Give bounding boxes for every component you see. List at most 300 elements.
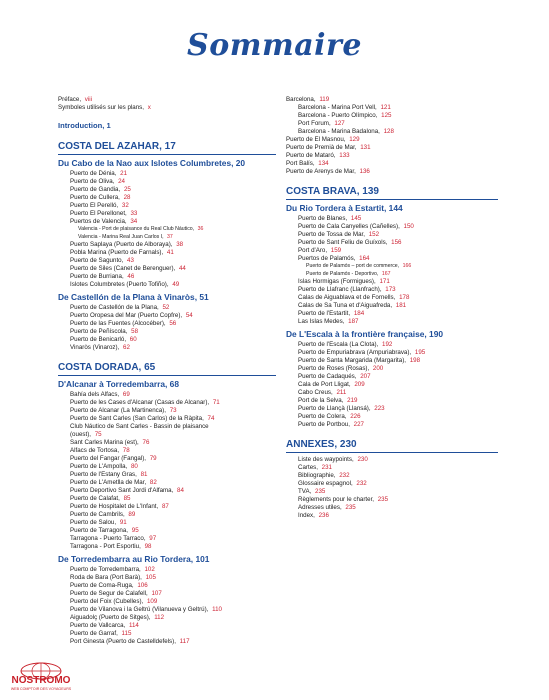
section-heading[interactable]: Du Rio Tordera à Estartit, 144 [286,203,403,213]
toc-entry[interactable] [58,344,276,352]
toc-entry[interactable] [58,463,276,471]
toc-entry[interactable] [286,389,498,397]
toc-page-number: 131 [360,144,371,151]
toc-page-number: 167 [381,270,391,277]
toc-entry-label: Alfacs de Tortosa, [70,447,121,455]
toc-left-column [58,96,276,646]
toc-page-number: 200 [372,365,384,373]
toc-entry[interactable] [286,496,498,504]
toc-page-number: 187 [348,318,359,326]
toc-entry-label: Port de la Selva, [298,397,346,405]
toc-page-number: 231 [321,464,332,472]
toc-page-number: 21 [120,170,128,177]
toc-entry[interactable] [58,312,276,320]
toc-entry-label: Puerto de Coma-Ruga, [70,582,136,590]
toc-page-number: 80 [130,463,138,471]
toc-entry-label: Puerto de Peñíscola, [70,328,130,336]
toc-page-number: 71 [212,399,220,407]
toc-entry-label: Puerto de Segur de Calafell, [70,590,150,598]
toc-page-number: 105 [145,574,156,582]
toc-page-number: 89 [128,511,136,519]
toc-entry-label: Cartes, [298,464,320,472]
toc-page-number: 44 [178,265,186,273]
toc-page-number: 171 [379,278,390,286]
toc-page-number: 81 [140,471,148,479]
toc-entry-label: Puerto de Burriana, [70,273,126,281]
toc-entry-label: Puerto Oropesa del Mar (Puerto Copfre), [70,312,184,320]
toc-entry[interactable] [58,527,276,535]
toc-page-number: 178 [399,294,410,302]
toc-entry[interactable] [286,215,498,223]
toc-page-number: 114 [128,622,139,630]
toc-entry[interactable] [58,606,276,614]
toc-entry-label: Puerto de Premià de Mar, [286,144,359,151]
toc-entry[interactable] [58,407,276,415]
toc-entry-label: Index, [298,512,317,520]
toc-entry[interactable] [58,104,276,112]
toc-entry-label: Calas de Sa Tuna et d'Aiguafreda, [298,302,394,310]
toc-page-number: 184 [353,310,365,318]
toc-entry-label: Bibliographie, [298,472,338,480]
toc-page-number: 49 [172,281,180,289]
section-heading[interactable]: De L'Escala à la frontière française, 190 [286,329,444,340]
toc-entry[interactable] [286,96,498,104]
toc-entry[interactable] [58,281,276,289]
toc-entry[interactable] [58,503,276,511]
toc-entry-label: Puerto de Oliva, [70,178,117,185]
toc-page-number: 107 [151,590,162,598]
toc-page-number: 230 [357,456,368,464]
toc-page-number: 128 [383,128,394,135]
section-heading[interactable]: De Castellón de la Plana à Vinaròs, 51 [58,292,209,303]
toc-page-number: 34 [130,218,138,225]
toc-page-number: 106 [137,582,148,590]
toc-entry-label: Puertos de Valencia, [70,218,129,225]
toc-page-number: 76 [142,439,150,447]
spacer [58,112,276,117]
toc-page-number: 125 [381,112,392,119]
toc-entry[interactable] [286,104,498,112]
toc-entry-label: Puerto de Sagunto, [70,257,126,265]
toc-page-number: 133 [339,152,350,159]
toc-page-number: 41 [166,249,174,257]
region-heading[interactable]: COSTA BRAVA, 139 [286,186,498,200]
toc-page-number: 227 [353,421,364,429]
toc-entry[interactable] [286,247,498,255]
toc-page-number: 173 [385,286,396,294]
toc-entry[interactable] [58,257,276,265]
toc-entry[interactable] [286,136,498,144]
toc-entry-label: Puerto de L'Ametlla de Mar, [70,479,148,487]
toc-entry-label: Barcelona - Marina Badalona, [298,128,382,135]
toc-entry-label: Puerto El Perelló, [70,202,120,209]
toc-entry-label: Puerto Deportivo Sant Jordi d'Alfama, [70,487,176,495]
toc-entry-label: Puerto de Vilanova i la Geltrú (Vilanueva y Geltrú), [70,606,211,614]
toc-entry[interactable] [58,265,276,273]
toc-page-number: 37 [166,233,173,240]
toc-entry[interactable] [58,415,276,423]
toc-entry[interactable] [286,120,498,128]
toc-entry-label: Adresses utiles, [298,504,344,512]
toc-page-number: 159 [330,247,342,254]
toc-page-number: 226 [350,413,361,421]
toc-page-number: 198 [409,357,421,365]
toc-entry-label: Puerto de Salou, [70,519,118,527]
toc-entry-label: Barcelona - Puerto Olímpico, [298,112,380,119]
toc-entry-label: Préface, [58,96,83,103]
toc-entry-label: Puerto de Torredembarra, [70,566,143,574]
toc-page-number: 232 [356,480,367,488]
toc-entry[interactable] [286,255,498,263]
toc-entry[interactable] [286,456,498,464]
toc-entry[interactable] [286,271,498,279]
nostromo-watermark-logo [6,662,76,696]
toc-entry-label: Puerto de Garraf, [70,630,120,638]
toc-page-number: 164 [359,255,370,262]
toc-entry[interactable] [58,391,276,399]
toc-page-number: 33 [130,210,138,217]
toc-entry[interactable] [286,223,498,231]
toc-entry[interactable] [286,160,498,168]
toc-entry[interactable] [58,495,276,503]
toc-page-number: 232 [339,472,350,480]
toc-entry[interactable] [58,582,276,590]
toc-entry-label: Islotes Columbretes (Puerto Tofiño), [70,281,171,289]
toc-entry[interactable] [58,590,276,598]
toc-entry-label: Puerto de Cala Canyelles (Cañelles), [298,223,402,230]
toc-entry-label: Puerto de l'Estartit, [298,310,352,318]
toc-entry-label: Puerto de Siles (Canet de Berenguer), [70,265,177,273]
toc-entry[interactable] [286,239,498,247]
toc-entry[interactable] [58,487,276,495]
toc-page-number: 117 [179,638,190,646]
toc-entry[interactable] [58,574,276,582]
toc-entry[interactable] [58,479,276,487]
toc-page-number: 60 [129,336,137,344]
toc-entry-label: Puerto del Fangar (Fangal), [70,455,148,463]
toc-entry-label: Port Balís, [286,160,317,167]
page-title: Sommaire [187,28,362,63]
toc-entry-label: Puerto de Tossa de Mar, [298,231,367,238]
toc-entry-label: Puerto de Colera, [298,413,349,421]
toc-entry-label: Puerto de las Fuentes (Alcocéber), [70,320,168,328]
toc-entry-label: Puerto de Sant Carles (San Carlos) de la Ràpita, [70,415,206,423]
toc-entry[interactable] [58,328,276,336]
toc-entry-label: Puerto de Llafranc (Llanfrach), [298,286,384,294]
region-heading[interactable]: ANNEXES, 230 [286,439,498,453]
toc-entry-label: Puerto de Benicarló, [70,336,128,344]
toc-entry-label: Barcelona - Marina Port Vell, [298,104,379,111]
toc-page-number: 235 [315,488,326,496]
toc-entry[interactable] [58,423,276,431]
toc-entry[interactable] [286,318,498,326]
toc-entry[interactable] [286,278,498,286]
toc-entry[interactable] [286,341,498,349]
toc-entry-label: Calas de Aiguablava et de Fornells, [298,294,398,302]
toc-entry[interactable] [286,144,498,152]
toc-page-number: 110 [212,606,222,614]
toc-page-number: 127 [334,120,345,127]
toc-page-number: 32 [121,202,129,209]
toc-entry[interactable] [286,421,498,429]
toc-entry[interactable] [58,519,276,527]
toc-page-number: 152 [368,231,380,238]
toc-entry-label: Puerto de Arenys de Mar, [286,168,358,175]
toc-page-number: 73 [169,407,177,415]
toc-entry-label: Valencia - Marina Real Juan Carlos I, [78,233,165,240]
toc-entry-label: Islas Hormigas (Formigues), [298,278,378,286]
toc-entry-label: Puerto de Cadaqués, [298,373,359,381]
toc-page-number: 181 [395,302,407,310]
toc-page-number: 121 [380,104,391,111]
toc-page-number: 112 [154,614,165,622]
toc-page-number: x [147,104,151,111]
toc-entry[interactable] [58,336,276,344]
toc-page-number: 97 [149,535,157,543]
toc-entry[interactable] [58,210,276,218]
toc-page-number: 98 [144,543,152,551]
toc-entry-label: Puertos de Palamós, [298,255,358,262]
toc-entry[interactable] [58,622,276,630]
toc-entry[interactable] [286,349,498,357]
toc-entry-label: Puerto Saplaya (Puerto de Alboraya), [70,241,175,249]
toc-entry-label: Règlements pour le charter, [298,496,376,504]
toc-page-number: 145 [350,215,362,222]
toc-right-column [286,96,498,520]
toc-entry[interactable] [58,630,276,638]
toc-entry-label: Cala de Port Lligat, [298,381,353,389]
toc-entry-label: Port Ginesta (Puerto de Castelldefels), [70,638,178,646]
toc-entry-label: Puerto de Vallcarca, [70,622,127,630]
toc-page-number: viii [84,96,92,103]
toc-entry[interactable] [58,598,276,606]
toc-entry[interactable] [58,455,276,463]
toc-entry-label: Puerto de Castellón de la Plana, [70,304,161,312]
toc-entry-label: Puerto de Tarragona, [70,527,130,535]
toc-entry-label: Barcelona, [286,96,318,103]
toc-entry-label: Port d'Aro, [298,247,329,254]
toc-page-number: 91 [119,519,127,527]
toc-page-number: 236 [318,512,329,520]
toc-entry[interactable] [58,170,276,178]
toc-entry-label: Las Islas Medes, [298,318,347,326]
toc-page-number: 95 [131,527,139,535]
toc-page-number: 54 [185,312,193,320]
toc-entry[interactable] [286,488,498,496]
toc-entry[interactable] [286,294,498,302]
toc-entry[interactable] [58,511,276,519]
toc-page-number: 115 [121,630,132,638]
toc-entry-label: Puerto de Calafat, [70,495,122,503]
region-heading[interactable]: COSTA DORADA, 65 [58,362,276,376]
toc-entry[interactable] [286,405,498,413]
toc-entry[interactable] [58,202,276,210]
toc-entry-label: Valencia - Port de plaisance du Real Club Náutico, [78,226,196,232]
toc-page-number: 36 [197,226,204,232]
toc-entry-label: Puerto del Foix (Cubelles), [70,598,145,606]
toc-page-number: 84 [177,487,184,495]
toc-entry[interactable] [58,447,276,455]
toc-entry-label: Puerto de Sant Feliu de Guíxols, [298,239,390,246]
toc-page-number: 134 [318,160,329,167]
toc-entry-label: Puerto de L'Ampolla, [70,463,129,471]
toc-entry[interactable] [286,152,498,160]
toc-entry[interactable] [58,194,276,202]
toc-entry[interactable] [58,249,276,257]
toc-entry-label: Club Náutico de Sant Carles - Bassin de plaisance [70,423,209,431]
toc-entry[interactable] [286,310,498,318]
toc-page-number: 235 [377,496,389,504]
toc-entry-label: Glossaire espagnol, [298,480,355,488]
toc-entry[interactable] [286,413,498,421]
toc-page-number: 119 [319,96,330,103]
toc-entry[interactable] [58,566,276,574]
toc-page-number: 129 [349,136,360,143]
toc-entry[interactable] [58,96,276,104]
toc-entry-label: Bahía dels Alfacs, [70,391,121,399]
toc-entry-label: Puerto de Roses (Rosas), [298,365,371,373]
toc-entry-label: Puerto de les Cases d'Alcanar (Casas de Alcanar), [70,399,211,407]
toc-entry-label: Puerto de Portbou, [298,421,352,429]
toc-entry[interactable] [286,480,498,488]
toc-entry[interactable] [58,226,276,234]
toc-page-number: 43 [127,257,134,265]
toc-entry[interactable] [286,472,498,480]
toc-entry[interactable] [58,186,276,194]
toc-page-number: 38 [176,241,184,249]
toc-entry[interactable] [286,365,498,373]
toc-page-number: 25 [123,186,131,193]
toc-entry-label: Puerto de Santa Margarida (Margarita), [298,357,408,365]
toc-page-number: 195 [414,349,426,357]
toc-entry[interactable] [58,399,276,407]
toc-page-number: 74 [207,415,215,423]
toc-entry-label: (ouest), [70,431,93,439]
toc-entry-label: Puerto de Gandia, [70,186,122,193]
toc-page-number: 24 [118,178,125,185]
toc-page-number: 109 [146,598,158,606]
toc-entry-label: Aiguadolç (Puerto de Sitges), [70,614,153,622]
toc-entry-label: Puerto de Mataró, [286,152,338,159]
toc-page-number: 79 [149,455,157,463]
toc-page-number: 75 [94,431,102,439]
toc-entry[interactable] [286,168,498,176]
toc-entry-label: Tarragona - Port Esportiu, [70,543,143,551]
toc-entry-label: Puerto de Dénia, [70,170,119,177]
toc-entry-label: Symboles utilisés sur les plans, [58,104,146,111]
toc-entry[interactable] [286,286,498,294]
toc-entry[interactable] [58,218,276,226]
toc-entry[interactable] [286,381,498,389]
toc-entry-label: Vinaròs (Vinaroz), [70,344,122,352]
toc-entry[interactable] [286,263,498,271]
toc-page-number: 166 [402,263,412,269]
toc-entry[interactable] [286,302,498,310]
toc-entry-label: Tarragona - Puerto Tarraco, [70,535,148,543]
toc-entry[interactable] [286,231,498,239]
toc-page-number: 58 [131,328,139,336]
toc-entry-label: Puerto de l'Estany Gras, [70,471,139,479]
toc-entry-label: Puerto de El Masnou, [286,136,348,143]
toc-entry[interactable] [286,512,498,520]
toc-entry-label: Puerto de Blanes, [298,215,349,222]
toc-entry-label: Cabo Creus, [298,389,335,397]
toc-entry-label: TVA, [298,488,314,496]
toc-entry-label: Puerto de Alcanar (La Martinenca), [70,407,168,415]
toc-entry[interactable] [58,320,276,328]
toc-entry[interactable] [286,464,498,472]
toc-entry[interactable] [286,357,498,365]
toc-page-number: 56 [169,320,177,328]
watermark-name: NOSTROMO [11,675,71,686]
toc-page-number: 192 [382,341,393,349]
toc-page-number: 207 [360,373,371,381]
toc-entry[interactable] [58,535,276,543]
toc-page-number: 102 [144,566,155,574]
toc-page-number: 235 [345,504,356,512]
toc-entry[interactable] [286,373,498,381]
section-heading[interactable]: Du Cabo de la Nao aux Islotes Columbretes, 20 [58,158,246,168]
section-heading[interactable]: D'Alcanar à Torredembarra, 68 [58,379,179,390]
toc-entry-label: Puerto de Palamós – port de commerce, [306,263,401,269]
toc-entry-label: Liste des waypoints, [298,456,356,464]
toc-page-number: 219 [347,397,358,405]
toc-entry[interactable] [58,431,276,439]
toc-entry-label: Roda de Bara (Port Barà), [70,574,144,582]
toc-entry[interactable] [286,112,498,120]
toc-page-number: 69 [122,391,130,399]
watermark-tagline: WEB COMPTOIR DES VOYAGEURS [10,687,72,691]
toc-entry[interactable] [286,504,498,512]
toc-page-number: 52 [162,304,170,312]
toc-entry-label: Puerto de Llançà (Llansá), [298,405,373,413]
toc-entry[interactable] [58,273,276,281]
toc-entry[interactable] [58,471,276,479]
toc-page-number: 85 [123,495,131,503]
toc-entry[interactable] [58,304,276,312]
toc-entry-label: Puerto de Hospitalet de L'Infant, [70,503,160,511]
toc-entry-label: Puerto de Cambrils, [70,511,127,519]
toc-entry[interactable] [286,128,498,136]
toc-entry[interactable] [286,397,498,405]
toc-entry[interactable] [58,241,276,249]
toc-entry[interactable] [58,614,276,622]
toc-entry[interactable] [58,638,276,646]
toc-entry-label: Puerto El Perellonet, [70,210,129,217]
toc-page-number: 78 [122,447,130,455]
intro-heading[interactable]: Introduction, 1 [58,121,111,130]
toc-page-number: 211 [336,389,347,397]
toc-page-number: 28 [123,194,131,201]
toc-entry-label: Pobla Marina (Puerto de Farnals), [70,249,165,257]
toc-page-number: 62 [123,344,130,352]
region-heading[interactable]: COSTA DEL AZAHAR, 17 [58,141,276,155]
toc-entry-label: Puerto de l'Escala (La Clota), [298,341,381,349]
toc-entry[interactable] [58,543,276,551]
toc-page-number: 209 [354,381,365,389]
toc-entry[interactable] [58,439,276,447]
toc-entry[interactable] [58,178,276,186]
toc-page-number: 136 [359,168,370,175]
toc-page-number: 156 [391,239,402,246]
toc-entry-label: Puerto de Palamós - Deportivo, [306,270,380,277]
toc-page-number: 82 [149,479,157,487]
toc-page-number: 223 [374,405,385,413]
toc-entry-label: Sant Carles Marina (est), [70,439,141,447]
toc-entry-label: Port Forum, [298,120,333,127]
toc-entry[interactable] [58,234,276,242]
section-heading[interactable]: De Torredembarra au Rio Tordera, 101 [58,554,210,565]
